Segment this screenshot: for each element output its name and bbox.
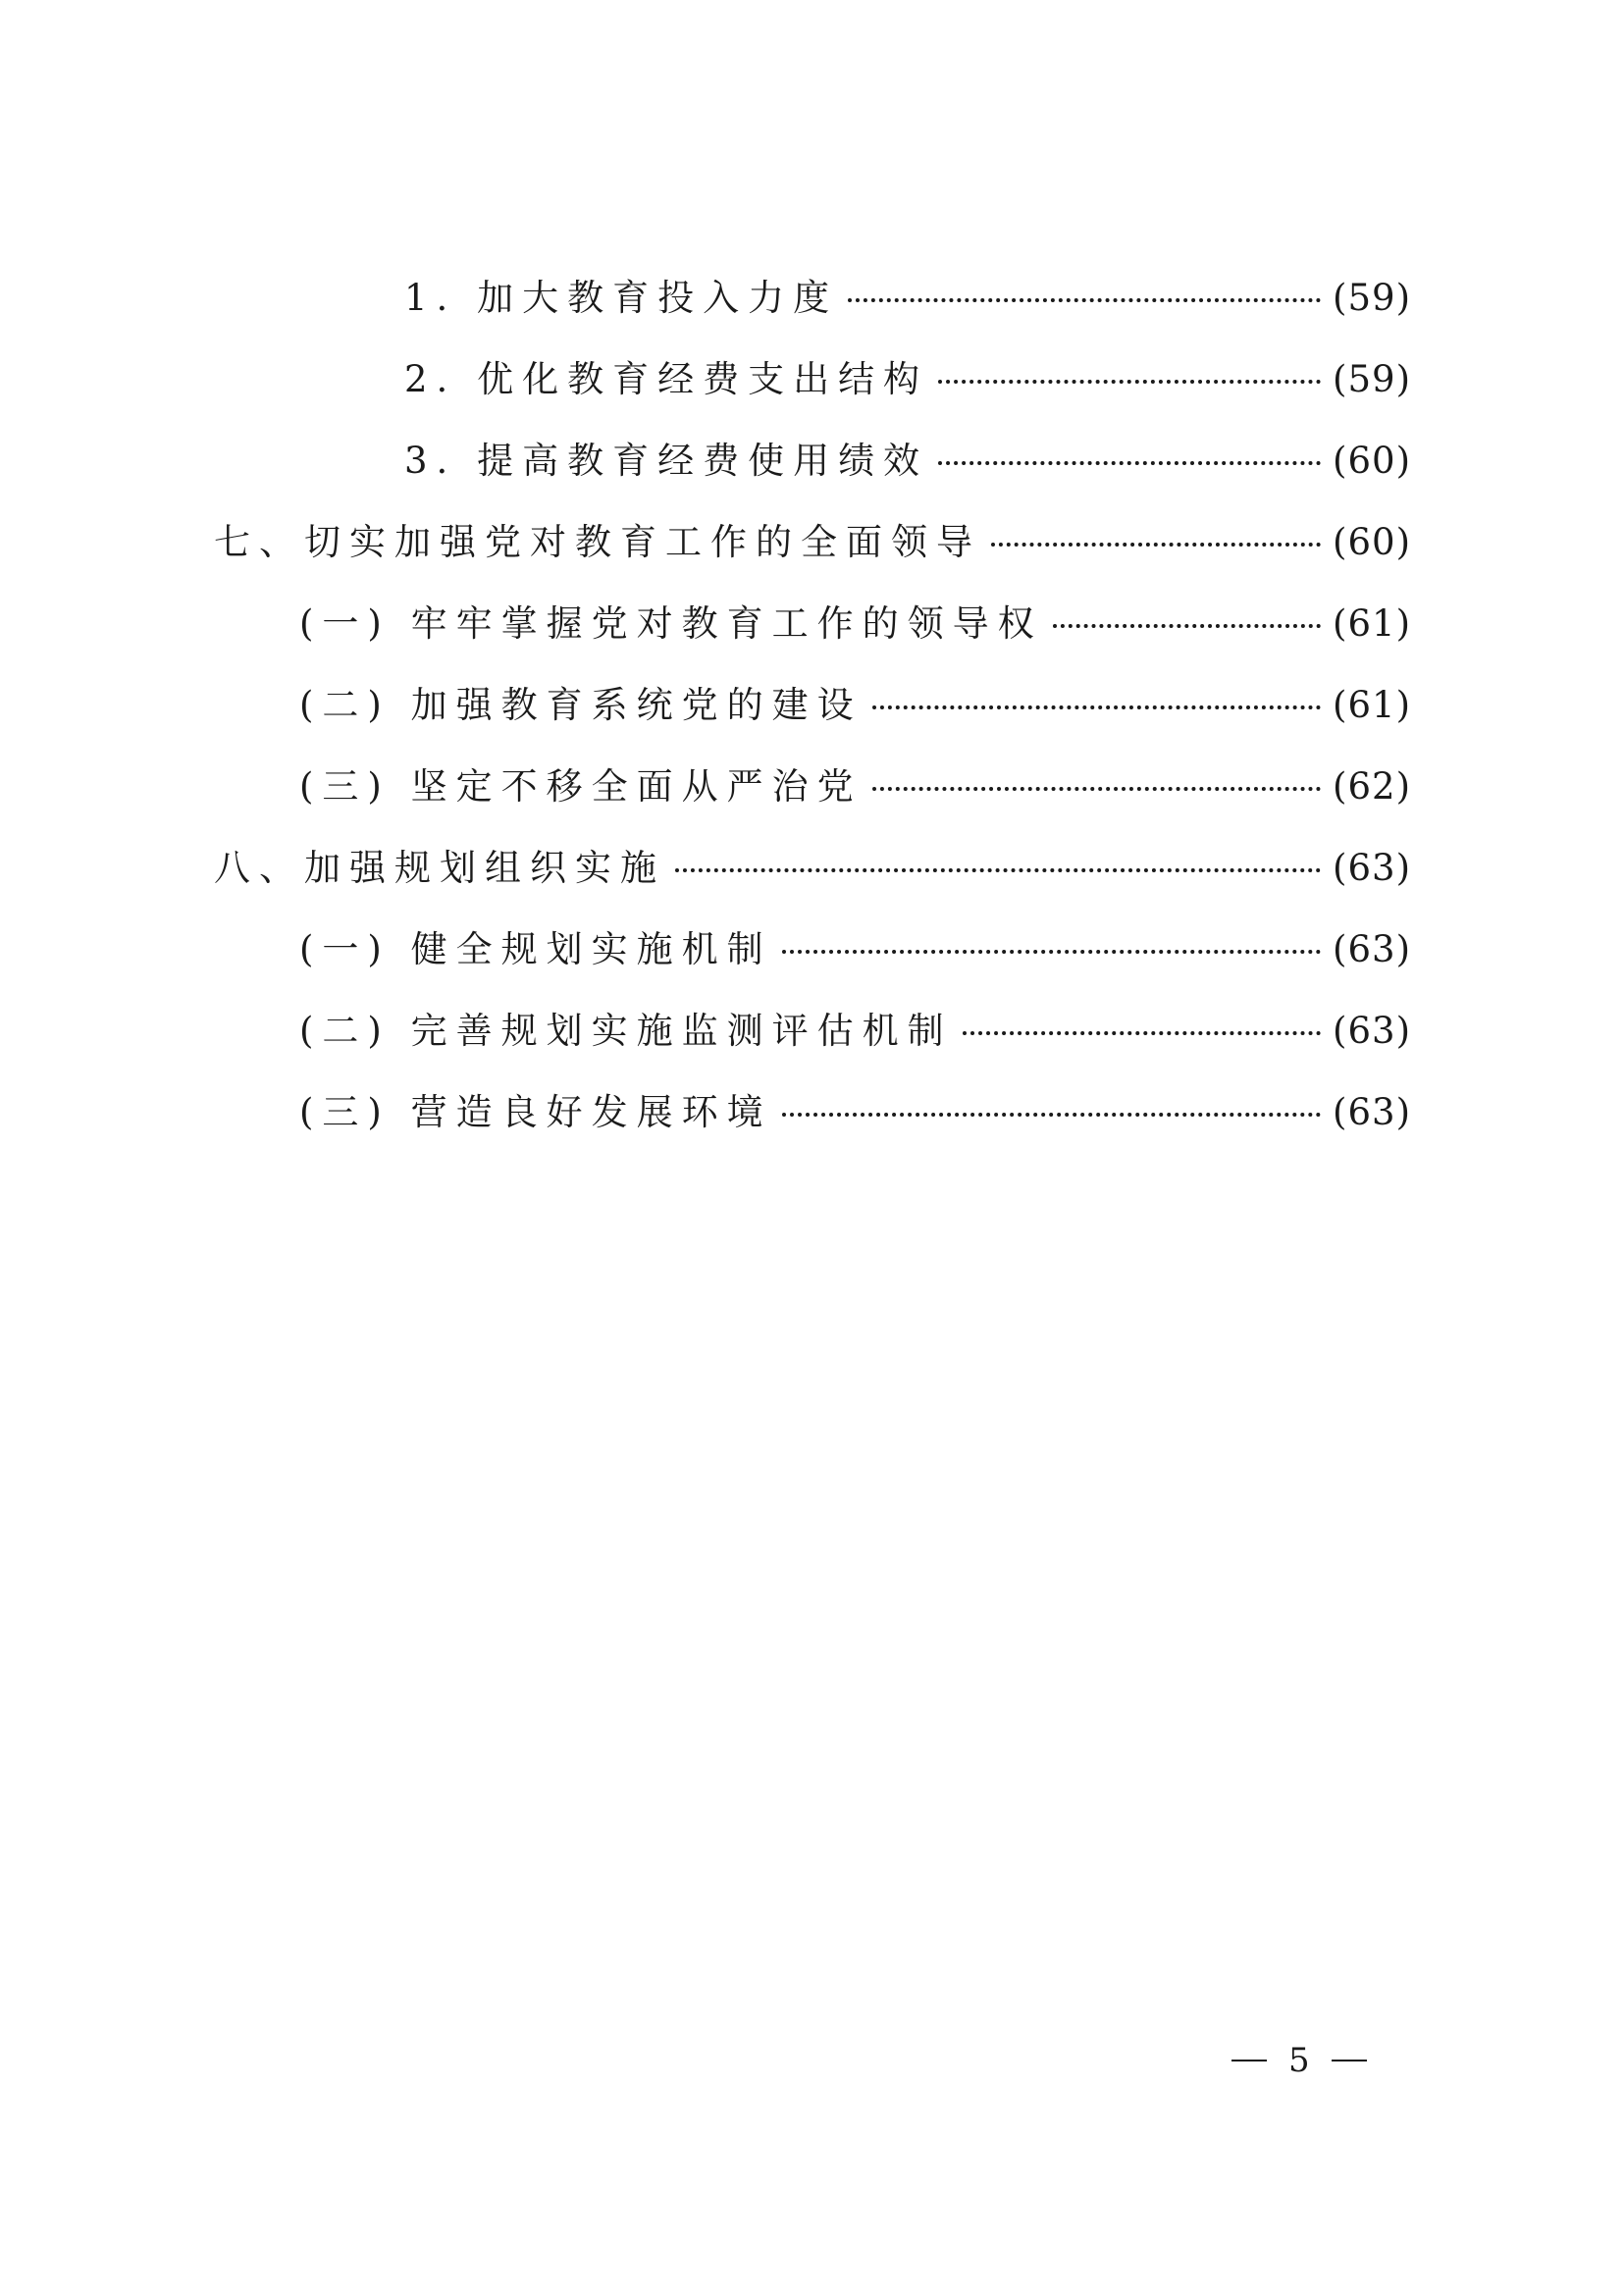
toc-entry-chapter xyxy=(214,839,1411,898)
toc-entry-title: 八、加强规划组织实施 xyxy=(214,847,665,889)
toc-entry-page: (61) xyxy=(1333,602,1411,645)
toc-entry-title: 2. 优化教育经费支出结构 xyxy=(404,358,929,400)
toc-entry-title: (一) 健全规划实施机制 xyxy=(299,928,772,970)
dot-leader xyxy=(991,513,1321,572)
toc-entry xyxy=(404,432,1411,491)
toc-entry-title: (三) 坚定不移全面从严治党 xyxy=(299,765,863,808)
toc-entry xyxy=(404,350,1411,409)
toc-entry xyxy=(299,920,1411,979)
toc-entry-title: (二) 加强教育系统党的建设 xyxy=(299,684,863,726)
toc-entry-page: (60) xyxy=(1333,440,1411,482)
dot-leader xyxy=(782,1083,1321,1142)
toc-entry-page: (63) xyxy=(1333,1010,1411,1052)
dot-leader xyxy=(848,269,1321,328)
toc-entry xyxy=(299,1083,1411,1142)
toc-entry-page: (59) xyxy=(1333,358,1411,400)
toc-entry-page: (63) xyxy=(1333,847,1411,889)
toc-entry-chapter xyxy=(214,513,1411,572)
page-footer xyxy=(1231,2036,1367,2085)
toc-entry-title: (二) 完善规划实施监测评估机制 xyxy=(299,1010,953,1052)
toc-entry-title: 1. 加大教育投入力度 xyxy=(404,277,839,319)
dot-leader xyxy=(938,432,1321,491)
toc-entry-page: (63) xyxy=(1333,1091,1411,1133)
toc-entry-title: 七、切实加强党对教育工作的全面领导 xyxy=(214,521,981,563)
dot-leader xyxy=(782,920,1321,979)
toc-entry xyxy=(299,757,1411,816)
toc-entry-page: (63) xyxy=(1333,928,1411,970)
toc-entry-page: (62) xyxy=(1333,765,1411,808)
dot-leader xyxy=(675,839,1321,898)
toc-entry-page: (60) xyxy=(1333,521,1411,563)
toc-entry-title: 3. 提高教育经费使用绩效 xyxy=(404,440,929,482)
dot-leader xyxy=(938,350,1321,409)
toc-entry xyxy=(299,1002,1411,1061)
dot-leader xyxy=(872,757,1321,816)
dot-leader xyxy=(872,676,1321,735)
toc-entry xyxy=(404,269,1411,328)
dot-leader xyxy=(963,1002,1321,1061)
toc-entry xyxy=(299,595,1411,653)
page-number: 5 xyxy=(1288,2041,1310,2080)
toc-entry-title: (一) 牢牢掌握党对教育工作的领导权 xyxy=(299,602,1043,645)
dot-leader xyxy=(1053,595,1321,653)
toc-entry-page: (61) xyxy=(1333,684,1411,726)
toc-entry-page: (59) xyxy=(1333,277,1411,319)
toc-entry-title: (三) 营造良好发展环境 xyxy=(299,1091,772,1133)
footer-dash-left xyxy=(1231,2060,1267,2061)
footer-dash-right xyxy=(1332,2060,1367,2061)
toc-entry xyxy=(299,676,1411,735)
